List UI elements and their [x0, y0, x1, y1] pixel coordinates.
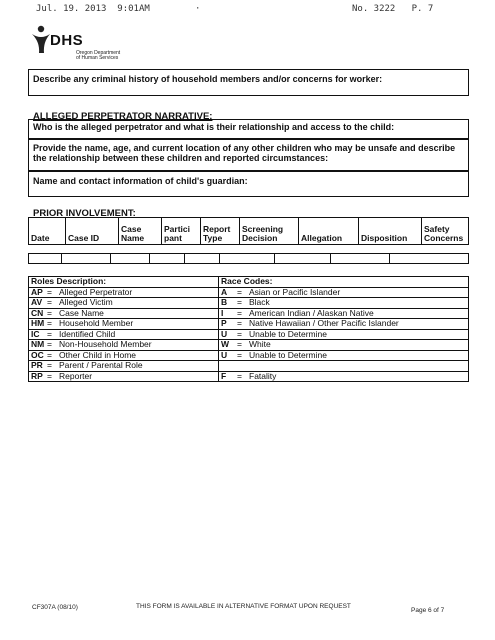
race-code: U — [221, 349, 228, 360]
role-description: Other Child in Home — [59, 349, 137, 360]
fax-mark: · — [195, 4, 201, 14]
race-code-cell — [219, 298, 469, 309]
table-row — [29, 371, 469, 382]
role-code-cell — [29, 308, 219, 319]
equals-sign: = — [47, 360, 52, 370]
race-description: Unable to Determine — [249, 328, 327, 339]
col-screening-decision: Screening Decision — [240, 218, 299, 245]
race-code: A — [221, 286, 228, 297]
equals-sign: = — [237, 318, 242, 328]
roles-heading: Roles Description: — [29, 277, 219, 288]
col-report-type: Report Type — [201, 218, 240, 245]
race-description: American Indian / Alaskan Native — [249, 307, 374, 318]
other-children-label: Provide the name, age, and current location of any other children who may be unsafe and describe the relationship between these children and reported circumstances: — [33, 143, 456, 163]
dhs-logo — [30, 24, 52, 59]
race-code: P — [221, 318, 227, 328]
col-safety-concerns: Safety Concerns — [422, 218, 469, 245]
codes-table — [28, 276, 469, 382]
role-code: IC — [31, 328, 40, 339]
race-code: U — [221, 328, 228, 339]
col-date: Date — [29, 218, 66, 245]
equals-sign: = — [47, 307, 52, 318]
equals-sign: = — [47, 370, 52, 381]
fax-number: No. 3222 P. 7 — [352, 4, 434, 14]
cell-case-name[interactable] — [111, 254, 150, 264]
equals-sign: = — [237, 349, 242, 360]
race-description: White — [249, 339, 271, 349]
criminal-history-box[interactable] — [28, 69, 469, 96]
equals-sign: = — [237, 286, 242, 297]
race-description: Unable to Determine — [249, 349, 327, 360]
role-code-cell — [29, 298, 219, 309]
race-code: F — [221, 370, 227, 381]
role-code: PR — [31, 360, 43, 370]
perpetrator-who-label: Who is the alleged perpetrator and what is their relationship and access to the child: — [33, 122, 395, 132]
perpetrator-who-box[interactable] — [28, 119, 469, 139]
race-code-cell — [219, 287, 469, 298]
equals-sign: = — [237, 339, 242, 349]
form-id: CF307A (08/10) — [32, 604, 78, 611]
logo-subtitle: Oregon Department of Human Services — [76, 50, 121, 61]
col-participant: Partici pant — [162, 218, 201, 245]
role-description: Alleged Perpetrator — [59, 286, 133, 297]
role-description: Case Name — [59, 307, 104, 318]
table-row — [29, 329, 469, 340]
logo-name: DHS — [50, 32, 84, 49]
race-description: Black — [249, 297, 270, 307]
role-code: AP — [31, 286, 43, 297]
race-code: I — [221, 307, 224, 318]
race-code-cell — [219, 319, 469, 330]
race-code-cell — [219, 308, 469, 319]
equals-sign: = — [237, 307, 242, 318]
table-row — [29, 308, 469, 319]
equals-sign: = — [47, 286, 52, 297]
cell-disposition[interactable] — [331, 254, 390, 264]
role-description: Parent / Parental Role — [59, 360, 143, 370]
prior-involvement-heading: PRIOR INVOLVEMENT: — [33, 208, 136, 219]
race-description: Fatality — [249, 370, 277, 381]
role-description: Reporter — [59, 370, 93, 381]
equals-sign: = — [47, 297, 52, 307]
cell-case-id[interactable] — [62, 254, 111, 264]
race-code-cell — [219, 340, 469, 351]
perpetrator-heading: ALLEGED PERPETRATOR NARRATIVE: — [33, 111, 213, 122]
table-row — [29, 287, 469, 298]
role-code-cell — [29, 350, 219, 361]
cell-allegation[interactable] — [275, 254, 331, 264]
equals-sign: = — [47, 318, 52, 328]
person-logo-icon — [30, 24, 52, 54]
role-code: AV — [31, 297, 43, 307]
role-description: Identified Child — [59, 328, 116, 339]
role-description: Alleged Victim — [59, 297, 113, 307]
table-row — [29, 340, 469, 351]
fax-date: Jul. 19. 2013 9:01AM — [36, 4, 150, 14]
col-disposition: Disposition — [359, 218, 422, 245]
prior-involvement-header-row — [29, 218, 469, 245]
guardian-label: Name and contact information of child's guardian: — [33, 176, 248, 186]
other-children-box[interactable] — [28, 139, 469, 171]
alternative-format-notice: THIS FORM IS AVAILABLE IN ALTERNATIVE FORMAT UPON REQUEST — [136, 603, 351, 610]
role-code: OC — [31, 349, 44, 360]
race-code: B — [221, 297, 228, 307]
cell-report-type[interactable] — [185, 254, 220, 264]
prior-involvement-table — [28, 217, 469, 245]
role-code-cell — [29, 329, 219, 340]
col-case-id: Case ID — [66, 218, 119, 245]
race-description: Asian or Pacific Islander — [249, 286, 341, 297]
cell-date[interactable] — [29, 254, 62, 264]
role-code: HM — [31, 318, 45, 328]
col-case-name: Case Name — [119, 218, 162, 245]
equals-sign: = — [237, 328, 242, 339]
cell-safety-concerns[interactable] — [390, 254, 469, 264]
table-row — [29, 361, 469, 372]
equals-sign: = — [237, 370, 242, 381]
role-code: CN — [31, 307, 44, 318]
role-code-cell — [29, 319, 219, 330]
prior-involvement-entry-row — [28, 253, 469, 264]
equals-sign: = — [47, 349, 52, 360]
table-row — [29, 254, 469, 264]
table-row — [29, 319, 469, 330]
race-code-cell — [219, 371, 469, 382]
equals-sign: = — [47, 339, 52, 349]
role-code: RP — [31, 370, 43, 381]
race-code: W — [221, 339, 230, 349]
cell-screening-decision[interactable] — [220, 254, 275, 264]
cell-participant[interactable] — [150, 254, 185, 264]
page-number: Page 6 of 7 — [411, 607, 445, 614]
role-code: NM — [31, 339, 45, 349]
table-row — [29, 298, 469, 309]
role-code-cell — [29, 287, 219, 298]
table-row — [29, 350, 469, 361]
role-code-cell — [29, 371, 219, 382]
race-code-cell — [219, 329, 469, 340]
equals-sign: = — [47, 328, 52, 339]
race-code-cell — [219, 350, 469, 361]
guardian-box[interactable] — [28, 171, 469, 197]
race-code-cell — [219, 361, 469, 372]
criminal-history-label: Describe any criminal history of household members and/or concerns for worker: — [33, 74, 383, 84]
role-code-cell — [29, 361, 219, 372]
role-description: Non-Household Member — [59, 339, 152, 349]
race-description: Native Hawaiian / Other Pacific Islander — [249, 318, 399, 328]
role-description: Household Member — [59, 318, 134, 328]
codes-header-row — [29, 277, 469, 288]
equals-sign: = — [237, 297, 242, 307]
race-heading: Race Codes: — [219, 277, 469, 288]
role-code-cell — [29, 340, 219, 351]
col-allegation: Allegation — [299, 218, 359, 245]
